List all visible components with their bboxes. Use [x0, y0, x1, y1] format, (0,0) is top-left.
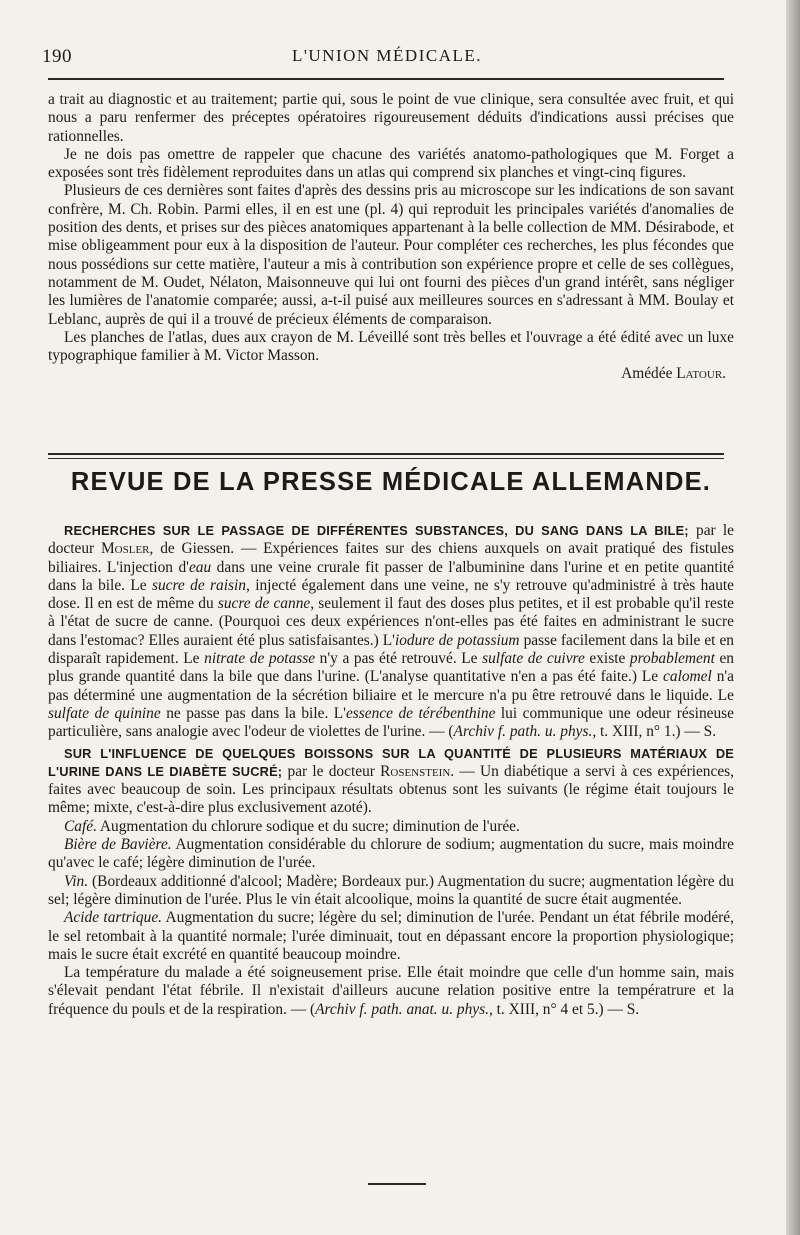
intro-text-block: [48, 91, 734, 384]
running-title: L'UNION MÉDICALE.: [291, 46, 483, 65]
result-acide: Acide tartrique. Augmentation du sucre; légère du sel; diminution de l'urée. Pendant un état fébrile modéré, le sel retombait à la quantité normale; l'urée diminuait, tout en dépassant encore la proportion physiologique; mais le sucre était excrété en quantité beaucoup moindre.: [48, 909, 734, 963]
signature-last-name: Latour.: [676, 365, 726, 383]
result-vin: Vin. (Bordeaux additionné d'alcool; Madère; Bordeaux pur.) Augmentation du sucre; augmentation légère du sel; légère diminution de l'urée. Plus le vin était alcoolique, moins la quantité de sucre était augmentée.: [48, 872, 734, 908]
header-rule: [48, 78, 724, 80]
section-rule-thin: [48, 458, 724, 459]
section-rule-thick: [48, 453, 724, 455]
page-header: [42, 46, 732, 70]
page-edge-shadow: [786, 0, 800, 1235]
end-rule: [368, 1183, 426, 1185]
paragraph: Les planches de l'atlas, dues aux crayon de M. Léveillé sont très belles et l'ouvrage a été édité avec un luxe typographique familier à M. Victor Masson.: [48, 328, 734, 365]
article-bile-substances: RECHERCHES SUR LE PASSAGE DE DIFFÉRENTES SUBSTANCES, DU SANG DANS LA BILE; par le docteur Mosler, de Giessen. — Expériences faites sur des chiens auxquels on avait pratiqué des fistules biliaires. L'injection d'eau dans une veine crurale fit passer de l'albuminine dans l'urine et en petite quantité dans la bile. Le sucre de raisin, injecté également dans une veine, ne s'y retrouve qu'administré à très haute dose. Il en est de même du sucre de canne, seulement il faut des doses plus petites, et il est probable qu'il reste à l'état de sucre de canne. (Pourquoi ces deux expériences n'ont-elles pas été faites en administrant le sucre dans l'estomac? Elles auraient été plus satisfaisantes.) L'iodure de potassium passe facilement dans la bile et en disparaît rapidement. Le nitrate de potasse n'y a pas été retrouvé. Le sulfate de cuivre existe probablement en plus grande quantité dans la bile que dans l'urine. (L'analyse quantitative n'en a pas été faite.) Le calomel n'a pas déterminé une augmentation de la sécrétion biliaire et le mercure n'a pu être retrouvé dans le liquide. Le sulfate de quinine ne passe pas dans la bile. L'essence de térébenthine lui communique une odeur résineuse particulière, sans analogie avec l'odeur de violettes de l'urine. — (Archiv f. path. u. phys., t. XIII, n° 1.) — S.: [48, 522, 735, 741]
article-diabetes-drinks: SUR L'INFLUENCE DE QUELQUES BOISSONS SUR LA QUANTITÉ DE PLUSIEURS MATÉRIAUX DE L'URINE DANS LE DIABÈTE SUCRÉ; par le docteur Rosenstein. — Un diabétique a servi à ces expériences, faites avec beaucoup de soin. Les principaux résultats obtenus sont les suivants (le régime était toujours le même; mixte, c'est-à-dire plus exclusivement azoté).: [48, 745, 735, 817]
result-biere: Bière de Bavière. Augmentation considérable du chlorure de sodium; augmentation du sucre, mais moindre qu'avec le café; légère diminution de l'urée.: [48, 836, 734, 872]
result-cafe: Café. Augmentation du chlorure sodique et du sucre; diminution de l'urée.: [64, 817, 520, 835]
section-title: REVUE DE LA PRESSE MÉDICALE ALLEMANDE.: [70, 468, 712, 496]
author-name: Mosler: [100, 540, 150, 558]
signature-first-name: Amédée: [621, 365, 673, 383]
article-heading: RECHERCHES SUR LE PASSAGE DE DIFFÉRENTES SUBSTANCES, DU SANG DANS LA BILE;: [64, 523, 689, 538]
article-text-block: [48, 522, 734, 1019]
paragraph: a trait au diagnostic et au traitement; partie qui, sous le point de vue clinique, sera consultée avec fruit, et qui nous a paru renfermer des préceptes opératoires rigoureusement déduits d'indications aussi précises que rationnelles.: [48, 91, 734, 145]
paragraph: Je ne dois pas omettre de rappeler que chacune des variétés anatomo-pathologiques que M. Forget a exposées sont très fidèlement reproduites dans un atlas qui comprend six planches et vingt-cinq figures.: [48, 145, 734, 182]
article-heading: SUR L'INFLUENCE DE QUELQUES BOISSONS SUR LA QUANTITÉ DE PLUSIEURS MATÉRIAUX DE L'URINE DANS LE DIABÈTE SUCRÉ;: [48, 745, 734, 779]
author-signature: [48, 365, 734, 383]
page-number: 190: [42, 46, 72, 67]
author-name: Rosenstein.: [380, 762, 455, 780]
paragraph: Plusieurs de ces dernières sont faites d'après des dessins pris au microscope sur les indications de son savant confrère, M. Ch. Robin. Parmi elles, il en est une (pl. 4) qui reproduit les principales variétés d'anomalies de position des dents, et prises sur des pièces anatomiques appartenant à la belle collection de MM. Désirabode, et mise obligeamment pour eux à la disposition de l'auteur. Pour compléter ces recherches, les plus fécondes que nous possédions sur cette matière, l'auteur a mis à contribution son expérience propre et celle de ses collègues, notamment de M. Oudet, Nélaton, Maisonneuve qui lui ont fourni des pièces d'un grand intérêt, sans négliger les lumières de l'anatomie comparée; aussi, a-t-il puisé aux meilleures sources en s'adressant à MM. Boulay et Leblanc, auprès de qui il a trouvé de précieux éléments de comparaison.: [48, 182, 734, 328]
closing-paragraph: La température du malade a été soigneusement prise. Elle était moindre que celle d'un homme sain, mais s'élevait pendant l'état fébrile. Il n'existait d'ailleurs aucune relation positive entre la températrure et la fréquence du pouls et de la respiration. — (Archiv f. path. anat. u. phys., t. XIII, n° 4 et 5.) — S.: [48, 964, 734, 1018]
